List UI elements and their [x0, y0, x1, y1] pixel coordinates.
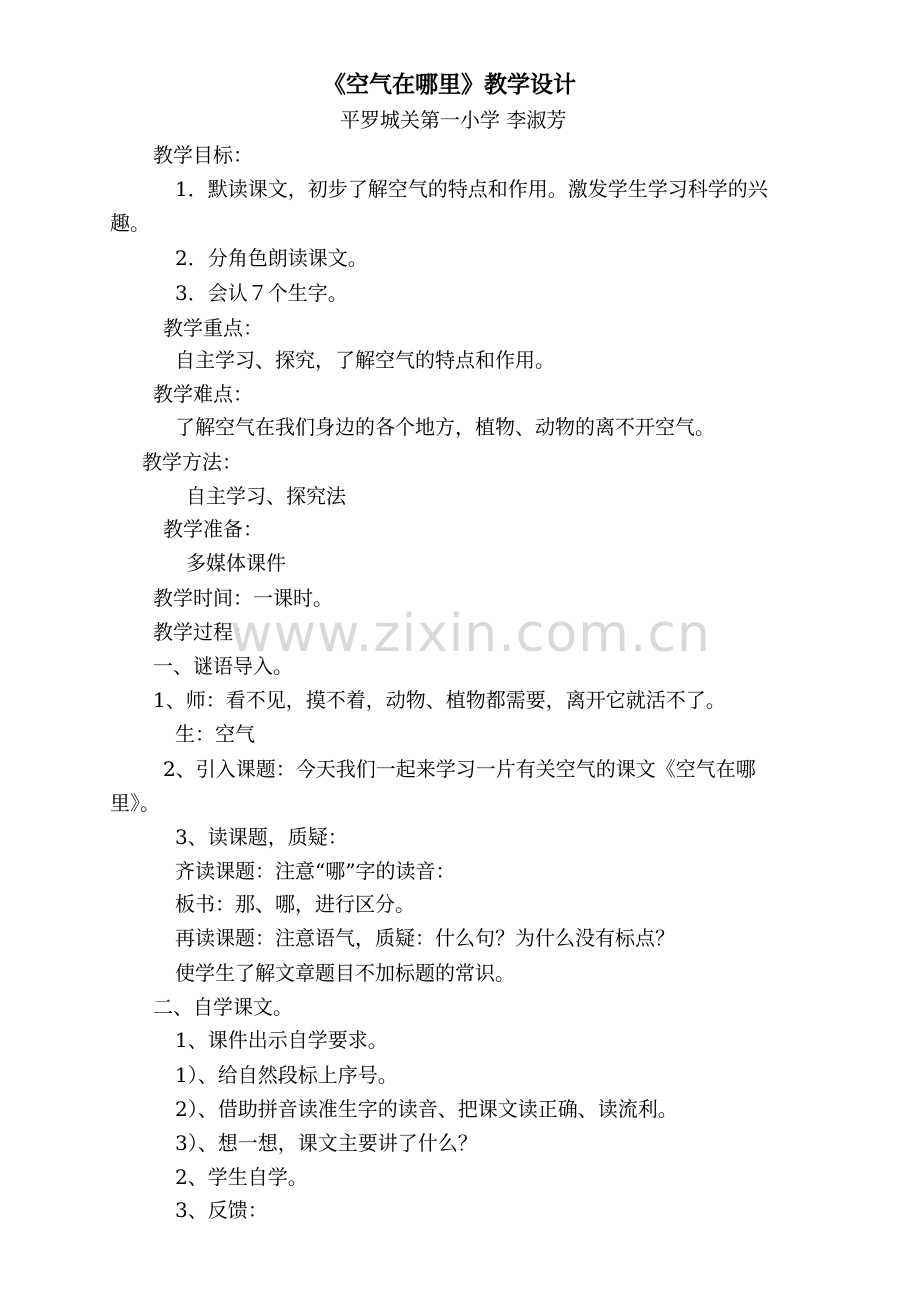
text-line: 多媒体课件	[186, 551, 286, 575]
text-line: 2、引入课题：今天我们一起来学习一片有关空气的课文《空气在哪	[163, 757, 756, 781]
text-line: 教学方法：	[142, 450, 242, 474]
text-line: 二、自学课文。	[153, 995, 293, 1019]
text-line: 教学目标：	[153, 143, 253, 167]
text-line: 教学准备：	[163, 517, 263, 541]
text-line: 里》。	[110, 791, 160, 815]
text-line: 趣。	[110, 211, 150, 235]
text-line: 教学重点：	[163, 316, 263, 340]
author-line: 平罗城关第一小学 李淑芳	[340, 108, 567, 132]
text-line: 2）、借助拼音读准生字的读音、把课文读正确、读流利。	[175, 1097, 678, 1121]
text-line: 3．会认７个生字。	[175, 281, 348, 305]
text-line: 教学难点：	[153, 382, 253, 406]
text-line: 3、读课题，质疑：	[175, 825, 348, 849]
text-line: 板书：那、哪，进行区分。	[175, 892, 415, 916]
watermark: www.zixin.com.cn	[230, 604, 711, 664]
text-line: 2．分角色朗读课文。	[175, 246, 368, 270]
text-line: 生：空气	[175, 722, 255, 746]
text-line: 了解空气在我们身边的各个地方，植物、动物的离不开空气。	[175, 415, 715, 439]
text-line: 3）、想一想，课文主要讲了什么？	[175, 1131, 478, 1155]
text-line: 自主学习、探究法	[186, 484, 346, 508]
text-line: 教学时间：一课时。	[153, 586, 333, 610]
text-line: 使学生了解文章题目不加标题的常识。	[175, 961, 515, 985]
text-line: 1．默读课文，初步了解空气的特点和作用。激发学生学习科学的兴	[175, 177, 768, 201]
text-line: 齐读课题：注意“哪”字的读音：	[175, 859, 456, 883]
text-line: 自主学习、探究，了解空气的特点和作用。	[175, 348, 555, 372]
text-line: 再读课题：注意语气，质疑：什么句？为什么没有标点？	[175, 926, 675, 950]
text-line: 3、反馈：	[175, 1198, 268, 1222]
text-line: 1、课件出示自学要求。	[175, 1028, 388, 1052]
text-line: 1、师：看不见，摸不着，动物、植物都需要，离开它就活不了。	[153, 688, 726, 712]
text-line: 1）、给自然段标上序号。	[175, 1063, 398, 1087]
document-title: 《空气在哪里》教学设计	[323, 72, 576, 98]
text-line: 2、学生自学。	[175, 1165, 308, 1189]
text-line: 一、谜语导入。	[153, 654, 293, 678]
text-line: 教学过程：	[153, 620, 253, 644]
